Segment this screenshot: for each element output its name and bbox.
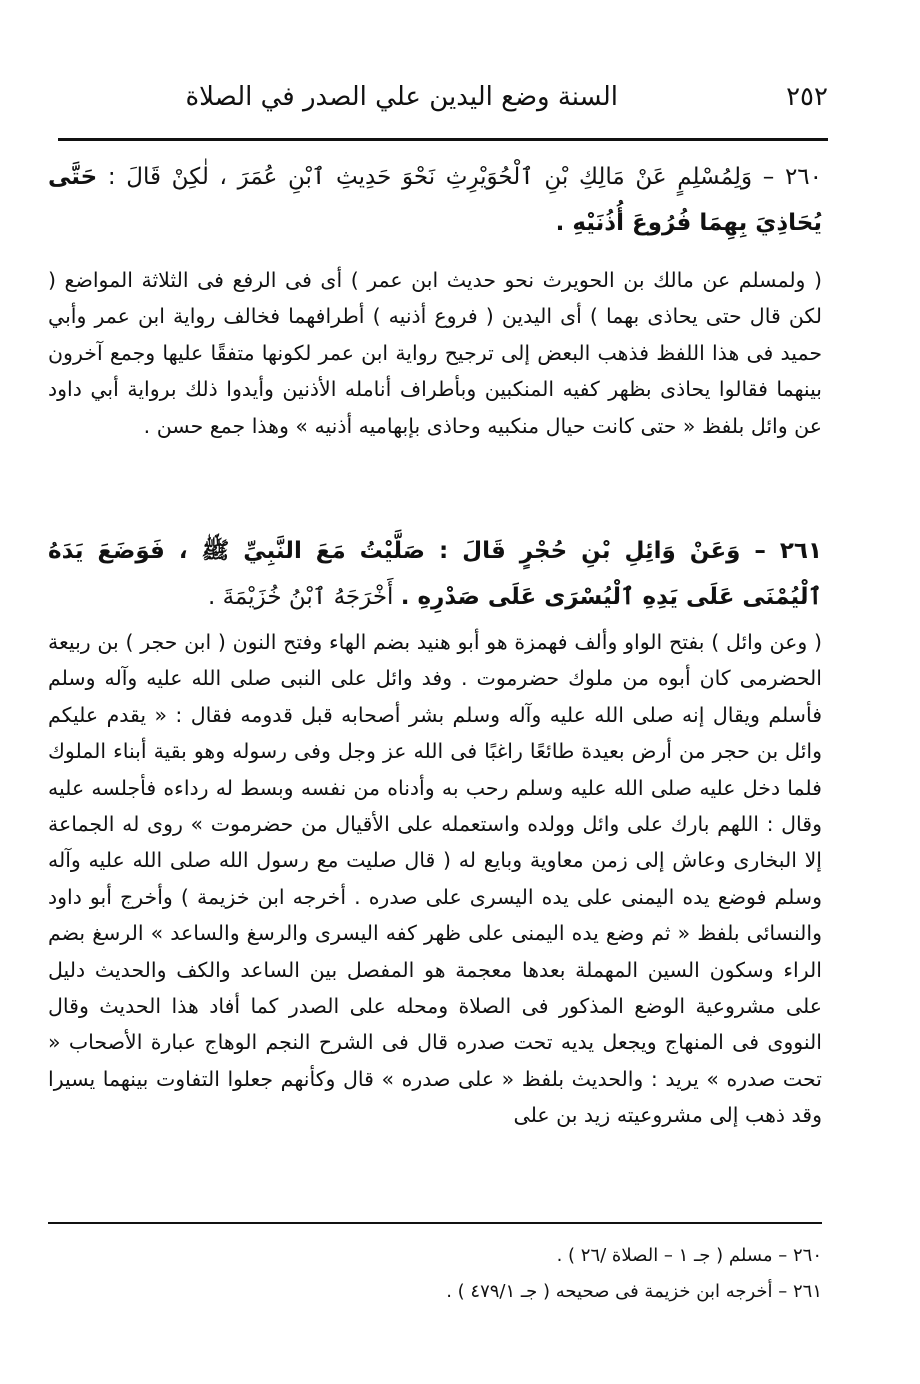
running-title: السنة وضع اليدين علي الصدر في الصلاة [185,82,618,112]
hadith-260-bold-text: حَتَّى يُحَاذِيَ بِهِمَا فُرُوعَ أُذُنَيْهِ . [48,164,822,236]
hadith-261-source: أَخْرَجَهُ ٱبْنُ خُزَيْمَةَ . [208,584,401,610]
commentary-261: ( وعن وائل ) بفتح الواو وألف فهمزة هو أبو هنيد بضم الهاء وفتح النون ( ابن حجر ) بن ربيعة الحضرمى كان أبوه من ملوك حضرموت . وفد وائل على النبى صلى الله عليه وآله وسلم فأسلم ويقال إنه صلى الله عليه وآله وسلم بشر أصحابه قبل قدومه فقال : « يقدم عليكم وائل بن حجر من أرض بعيدة طائعًا راغبًا فى الله عز وجل وفى رسوله وهو بقية أبناء الملوك فلما دخل عليه صلى الله عليه وسلم رحب به وأدناه من نفسه وبسط له رداءه فأجلسه عليه وقال : اللهم بارك على وائل وولده واستعمله على الأقيال من حضرموت » روى له الجماعة إلا البخارى وعاش إلى زمن معاوية وبايع له ( قال صليت مع رسول الله صلى الله عليه وآله وسلم فوضع يده اليمنى على يده اليسرى على صدره . أخرجه ابن خزيمة ) وأخرج أبو داود والنسائى بلفظ « ثم وضع يده اليمنى على ظهر كفه اليسرى والرسغ والساعد » الرسغ بضم الراء وسكون السين المهملة بعدها معجمة هو المفصل بين الساعد والكف والحديث دليل على مشروعية الوضع المذكور فى الصلاة ومحله على الصدر كما أفاد هذا الحديث وقال النووى فى المنهاج ويجعل يديه تحت صدره قال فى الشرح النجم الوهاج عبارة الأصحاب « تحت صدره » يريد : والحديث بلفظ « على صدره » قال وكأنهم جعلوا التفاوت بينهما يسيرا وقد ذهب إلى مشروعيته زيد بن على [48,630,822,1128]
hadith-261-text: ٢٦١ – وَعَنْ وَائِلِ بْنِ حُجْرٍ قَالَ : صَلَّيْتُ مَعَ النَّبِيِّ ﷺ ، فَوَضَعَ يَدَهُ ٱلْيُمْنَى عَلَى يَدِهِ ٱلْيُسْرَى عَلَى صَدْرِهِ . [48,538,822,610]
hadith-261 [48,528,822,620]
footnotes [48,1238,822,1310]
footnote-260: ٢٦٠ – مسلم ( جـ ١ – الصلاة /٢٦ ) . [556,1245,822,1266]
hadith-260 [48,154,822,246]
footnote-rule [48,1222,822,1224]
commentary-260: ( ولمسلم عن مالك بن الحويرث نحو حديث ابن عمر ) أى فى الرفع فى الثلاثة المواضع ( لكن قال حتى يحاذى بهما ) أى اليدين ( فروع أذنيه ) أطرافهما فخالف رواية ابن عمر وأبي حميد فى هذا اللفظ فذهب البعض إلى ترجيح رواية ابن عمر لكونها متفقًا عليها وجمع آخرون بينهما فقالوا يحاذى بظهر كفيه المنكبين وبأطراف أنامله الأذنين وأيدوا ذلك برواية أبي داود عن وائل بلفظ « حتى كانت حيال منكبيه وحاذى بإبهاميه أذنيه » وهذا جمع حسن . [48,268,822,438]
header-rule [58,138,828,141]
page-header [58,78,828,122]
footnote-261: ٢٦١ – أخرجه ابن خزيمة فى صحيحه ( جـ ٤٧٩/١ ) . [446,1281,822,1302]
page-number: ٢٥٢ [786,82,828,112]
hadith-260-text: ٢٦٠ – وَلِمُسْلِمٍ عَنْ مَالِكِ بْنِ ٱلْحُوَيْرِثِ نَحْوَ حَدِيثِ ٱبْنِ عُمَرَ ، لٰكِنْ قَالَ : [97,164,822,190]
